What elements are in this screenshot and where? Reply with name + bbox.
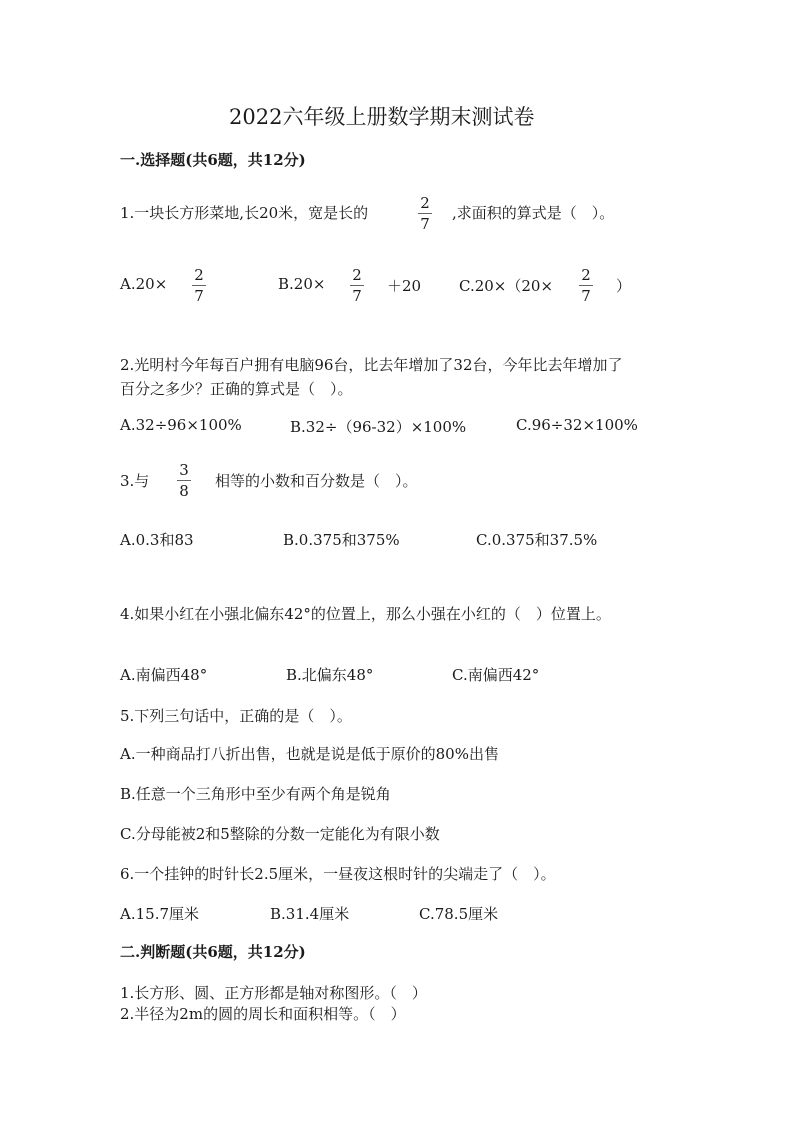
q1-option-c-tail: ）: [616, 277, 632, 295]
q3-fraction-denominator: 8: [179, 482, 189, 500]
section-header-judge: 二.判断题(共6题，共12分): [120, 943, 306, 961]
q3-stem-post: 相等的小数和百分数是（ ）。: [215, 472, 418, 490]
section-header-choice: 一.选择题(共6题，共12分): [120, 151, 306, 169]
page-title: 2022六年级上册数学期末测试卷: [229, 105, 535, 129]
q1-option-b-tail: ＋20: [387, 277, 422, 295]
q6-stem: 6.一个挂钟的时针长2.5厘米，一昼夜这根时针的尖端走了（ ）。: [120, 865, 556, 883]
q5-stem: 5.下列三句话中，正确的是（ ）。: [120, 707, 352, 725]
q1-option-a-denominator: 7: [194, 287, 204, 305]
q3-fraction: [177, 462, 191, 500]
q1-option-b-denominator: 7: [352, 287, 362, 305]
judge-question-1: 1.长方形、圆、正方形都是轴对称图形。（ ）: [120, 984, 427, 1002]
q1-option-b: B.20×: [278, 275, 326, 293]
q1-fraction-numerator: 2: [420, 194, 430, 212]
q1-option-c-numerator: 2: [581, 266, 591, 284]
q1-option-a-numerator: 2: [194, 266, 204, 284]
q1-option-a-fraction: [192, 267, 206, 305]
q1-option-b-fraction: [350, 267, 364, 305]
q6-option-b: B.31.4厘米: [270, 905, 350, 923]
q1-fraction: [418, 195, 432, 233]
q3-option-b: B.0.375和375%: [283, 531, 400, 549]
q6-option-c: C.78.5厘米: [419, 905, 499, 923]
q1-option-c-denominator: 7: [581, 287, 591, 305]
q4-option-c: C.南偏西42°: [452, 666, 540, 684]
q1-option-b-numerator: 2: [352, 266, 362, 284]
q3-fraction-numerator: 3: [179, 461, 189, 479]
q4-option-b: B.北偏东48°: [286, 666, 374, 684]
q3-option-c: C.0.375和37.5%: [476, 531, 598, 549]
q2-option-c: C.96÷32×100%: [516, 416, 638, 434]
q2-stem-line2: 百分之多少？正确的算式是（ ）。: [120, 380, 353, 398]
q6-option-a: A.15.7厘米: [120, 905, 199, 923]
q2-option-a: A.32÷96×100%: [120, 416, 242, 434]
q2-option-b: B.32÷（96-32）×100%: [290, 418, 467, 436]
q3-option-a: A.0.3和83: [120, 531, 194, 549]
q1-option-c: C.20×（20×: [459, 277, 554, 295]
q5-option-a: A.一种商品打八折出售，也就是说是低于原价的80%出售: [120, 745, 499, 763]
q2-stem-line1: 2.光明村今年每百户拥有电脑96台，比去年增加了32台，今年比去年增加了: [120, 356, 623, 374]
q4-option-a: A.南偏西48°: [120, 666, 208, 684]
q1-option-a: A.20×: [120, 275, 168, 293]
q5-option-b: B.任意一个三角形中至少有两个角是锐角: [120, 785, 391, 803]
q1-fraction-denominator: 7: [420, 215, 430, 233]
q1-stem-part1: 1.一块长方形菜地,长20米，宽是长的: [120, 204, 369, 222]
q4-stem: 4.如果小红在小强北偏东42°的位置上，那么小强在小红的（ ）位置上。: [120, 605, 611, 623]
judge-question-2: 2.半径为2m的圆的周长和面积相等。（ ）: [120, 1005, 406, 1023]
q1-stem-part2: ,求面积的算式是（ ）。: [452, 204, 615, 222]
q3-stem-pre: 3.与: [120, 472, 150, 490]
q5-option-c: C.分母能被2和5整除的分数一定能化为有限小数: [120, 825, 440, 843]
q1-option-c-fraction: [579, 267, 593, 305]
